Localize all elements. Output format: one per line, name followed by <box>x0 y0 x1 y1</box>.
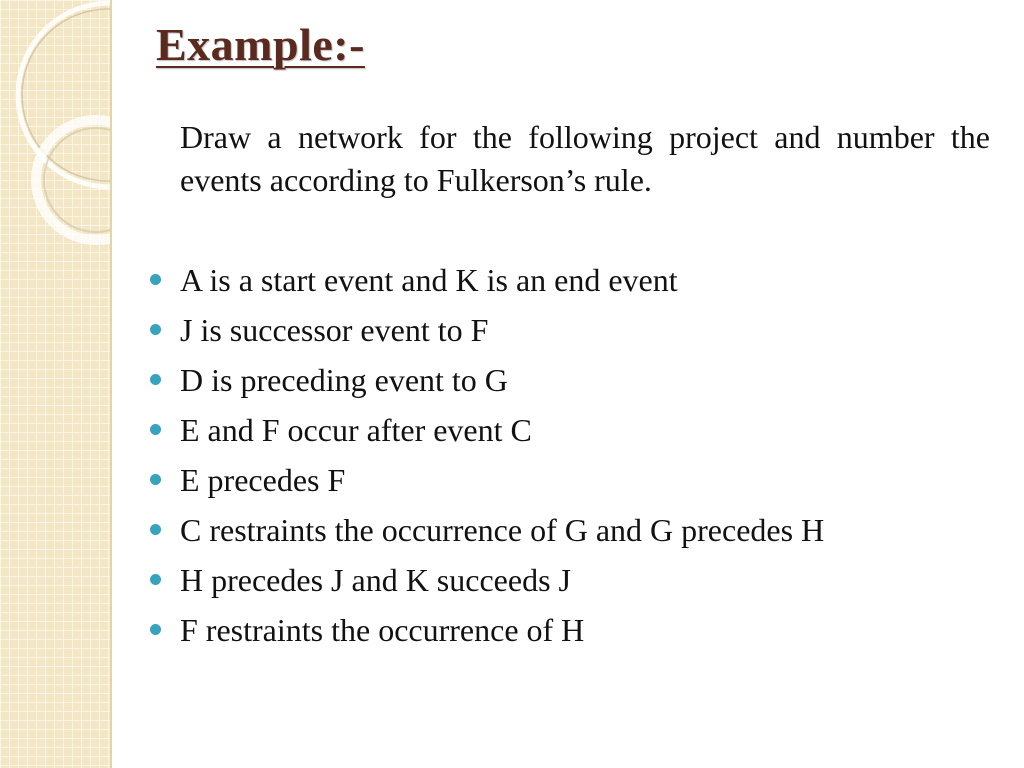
list-item-text: F restraints the occurrence of H <box>180 612 585 648</box>
list-item-text: D is preceding event to G <box>180 362 508 398</box>
bullet-icon <box>150 524 161 535</box>
slide-title: Example:- <box>156 19 365 70</box>
intro-paragraph: Draw a network for the following project and number the events according to Fulkerson’s rule. <box>180 119 990 198</box>
list-item-text: E precedes F <box>180 462 346 498</box>
list-item-text: A is a start event and K is an end event <box>180 262 678 298</box>
bullet-list <box>150 255 1010 655</box>
bullet-icon <box>150 374 161 385</box>
list-item-text: J is successor event to F <box>180 312 489 348</box>
list-item-text: E and F occur after event C <box>180 412 532 448</box>
decorative-circles <box>0 0 112 768</box>
bullet-icon <box>150 324 161 335</box>
bullet-icon <box>150 574 161 585</box>
list-item <box>150 605 1010 655</box>
decorative-sidebar <box>0 0 112 768</box>
list-item <box>150 555 1010 605</box>
bullet-icon <box>150 624 161 635</box>
list-item <box>150 505 1010 555</box>
list-item <box>150 305 1010 355</box>
list-item-text: H precedes J and K succeeds J <box>180 562 571 598</box>
bullet-icon <box>150 474 161 485</box>
list-item <box>150 355 1010 405</box>
bullet-icon <box>150 424 161 435</box>
list-item <box>150 455 1010 505</box>
bullet-icon <box>150 274 161 285</box>
list-item-text: C restraints the occurrence of G and G precedes H <box>180 512 825 548</box>
list-item <box>150 255 1010 305</box>
list-item <box>150 405 1010 455</box>
